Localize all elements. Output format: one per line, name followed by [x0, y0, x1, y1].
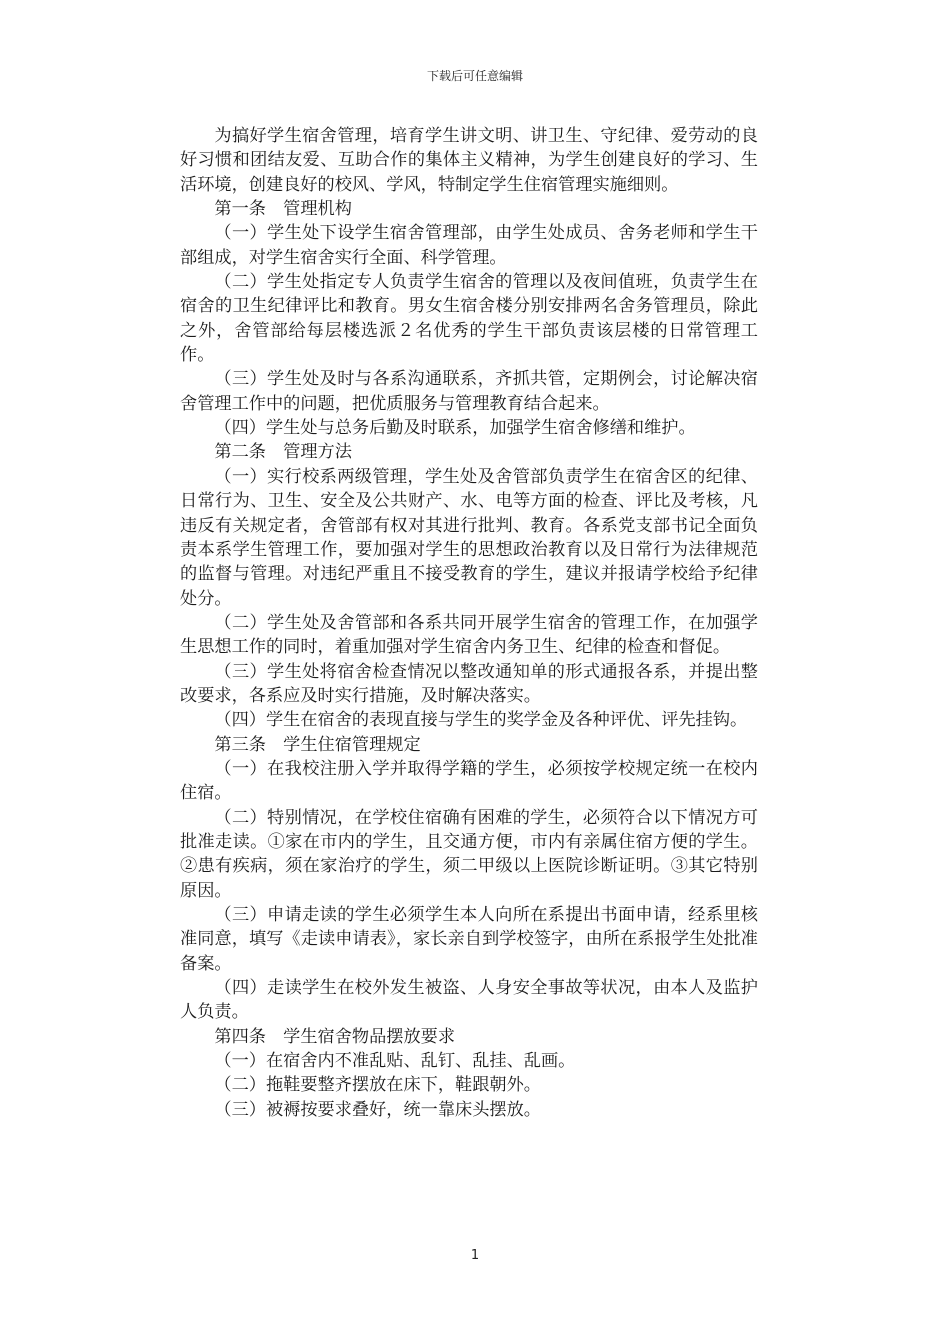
article-2-heading: 第二条 管理方法: [214, 442, 352, 463]
document-body: [180, 124, 758, 1122]
article-1-heading: 第一条 管理机构: [214, 199, 352, 220]
article-1-item-4: （四）学生处与总务后勤及时联系，加强学生宿舍修缮和维护。: [214, 418, 696, 439]
intro-paragraph: 为搞好学生宿舍管理，培育学生讲文明、讲卫生、守纪律、爱劳动的良好习惯和团结友爱、互助合作的集体主义精神，为学生创建良好的学习、生活环境，创建良好的校风、学风，特制定学生住宿管理实施细则。: [180, 126, 758, 195]
article-3-item-2: （二）特别情况，在学校住宿确有困难的学生，必须符合以下情况方可批准走读。①家在市内的学生，且交通方便，市内有亲属住宿方便的学生。②患有疾病，须在家治疗的学生，须二甲级以上医院诊断证明。③其它特别原因。: [180, 807, 758, 901]
article-2-item-2: （二）学生处及舍管部和各系共同开展学生宿舍的管理工作，在加强学生思想工作的同时，着重加强对学生宿舍内务卫生、纪律的检查和督促。: [180, 612, 758, 658]
article-1-item-2: （二）学生处指定专人负责学生宿舍的管理以及夜间值班，负责学生在宿舍的卫生纪律评比和教育。男女生宿舍楼分别安排两名舍务管理员，除此之外，舍管部给每层楼选派２名优秀的学生干部负责该层楼的日常管理工作。: [180, 272, 758, 366]
article-4-item-1: （一）在宿舍内不准乱贴、乱钉、乱挂、乱画。: [214, 1051, 576, 1072]
page-header: 下载后可任意编辑: [426, 69, 523, 83]
article-3-item-1: （一）在我校注册入学并取得学籍的学生，必须按学校规定统一在校内住宿。: [180, 758, 758, 804]
article-3-heading: 第三条 学生住宿管理规定: [214, 734, 421, 755]
article-4-item-3: （三）被褥按要求叠好，统一靠床头摆放。: [214, 1099, 541, 1120]
article-4-item-2: （二）拖鞋要整齐摆放在床下，鞋跟朝外。: [214, 1075, 541, 1096]
article-2-item-1: （一）实行校系两级管理，学生处及舍管部负责学生在宿舍区的纪律、日常行为、卫生、安全及公共财产、水、电等方面的检查、评比及考核，凡违反有关规定者，舍管部有权对其进行批判、教育。各系党支部书记全面负责本系学生管理工作，要加强对学生的思想政治教育以及日常行为法律规范的监督与管理。对违纪严重且不接受教育的学生，建议并报请学校给予纪律处分。: [180, 466, 758, 609]
article-2-item-4: （四）学生在宿舍的表现直接与学生的奖学金及各种评优、评先挂钩。: [214, 710, 748, 731]
article-1-item-1: （一）学生处下设学生宿舍管理部，由学生处成员、舍务老师和学生干部组成，对学生宿舍实行全面、科学管理。: [180, 223, 758, 268]
article-2-item-3: （三）学生处将宿舍检查情况以整改通知单的形式通报各系，并提出整改要求，各系应及时实行措施，及时解决落实。: [180, 661, 758, 706]
article-3-item-3: （三）申请走读的学生必须学生本人向所在系提出书面申请，经系里核准同意，填写《走读申请表》，家长亲自到学校签字，由所在系报学生处批准备案。: [180, 905, 758, 974]
article-1-item-3: （三）学生处及时与各系沟通联系，齐抓共管，定期例会，讨论解决宿舍管理工作中的问题，把优质服务与管理教育结合起来。: [180, 369, 758, 414]
page-number: 1: [470, 1248, 480, 1263]
article-4-heading: 第四条 学生宿舍物品摆放要求: [214, 1026, 456, 1047]
article-3-item-4: （四）走读学生在校外发生被盗、人身安全事故等状况，由本人及监护人负责。: [180, 978, 758, 1023]
